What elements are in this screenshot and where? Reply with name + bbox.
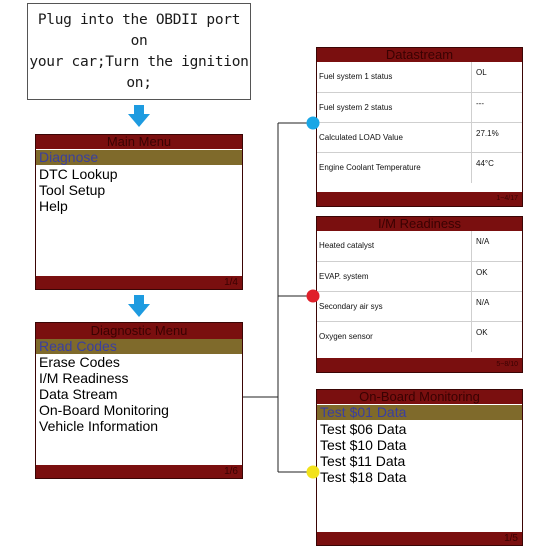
menu-item-read-codes[interactable]: Read Codes (36, 339, 242, 354)
table-row (317, 92, 522, 122)
row-label: Calculated LOAD Value (319, 133, 403, 142)
instruction-text: Plug into the OBDII port on your car;Turn the ignition on; (29, 11, 249, 91)
im-readiness-page-indicator: 5~8/10 (317, 358, 522, 372)
main-menu-title: Main Menu (36, 135, 242, 149)
row-value: OK (471, 262, 521, 292)
table-row (317, 291, 522, 321)
diagnostic-menu-screen (35, 322, 243, 479)
arrow-down-icon (128, 105, 150, 127)
row-value: N/A (471, 231, 521, 261)
row-label: Fuel system 1 status (319, 72, 393, 81)
menu-item-test-06[interactable]: Test $06 Data (320, 421, 407, 437)
menu-item-tool-setup[interactable]: Tool Setup (39, 182, 106, 198)
instruction-box (27, 3, 251, 100)
onboard-monitoring-screen (316, 389, 523, 546)
main-menu-screen (35, 134, 243, 290)
datastream-title: Datastream (317, 48, 522, 62)
table-row (317, 321, 522, 351)
diagnostic-menu-page-indicator: 1/6 (36, 465, 242, 478)
row-label: EVAP. system (319, 272, 369, 281)
menu-item-im-readiness[interactable]: I/M Readiness (39, 370, 129, 386)
row-label: Heated catalyst (319, 241, 375, 250)
row-value: N/A (471, 292, 521, 322)
datastream-screen (316, 47, 523, 207)
table-row (317, 231, 522, 261)
menu-item-vehicle-information[interactable]: Vehicle Information (39, 418, 159, 434)
menu-item-diagnose[interactable]: Diagnose (36, 150, 242, 165)
table-row (317, 261, 522, 291)
im-readiness-table (317, 231, 522, 351)
row-value: 27.1% (471, 123, 521, 153)
table-row (317, 62, 522, 92)
menu-item-onboard-monitoring[interactable]: On-Board Monitoring (39, 402, 169, 418)
menu-item-test-01[interactable]: Test $01 Data (317, 405, 522, 420)
menu-item-test-18[interactable]: Test $18 Data (320, 469, 407, 485)
im-readiness-screen (316, 216, 523, 373)
row-label: Oxygen sensor (319, 332, 373, 341)
row-label: Secondary air sys (319, 302, 383, 311)
datastream-page-indicator: 1~4/17 (317, 192, 522, 206)
menu-item-dtc-lookup[interactable]: DTC Lookup (39, 166, 118, 182)
menu-item-test-11[interactable]: Test $11 Data (320, 453, 406, 469)
row-label: Fuel system 2 status (319, 103, 393, 112)
menu-item-data-stream[interactable]: Data Stream (39, 386, 118, 402)
row-label: Engine Coolant Temperature (319, 163, 421, 172)
menu-item-help[interactable]: Help (39, 198, 68, 214)
table-row (317, 122, 522, 152)
row-value: OL (471, 62, 521, 92)
table-row (317, 152, 522, 182)
main-menu-page-indicator: 1/4 (36, 276, 242, 289)
im-readiness-title: I/M Readiness (317, 217, 522, 231)
row-value: --- (471, 93, 521, 123)
datastream-table (317, 62, 522, 182)
onboard-monitoring-page-indicator: 1/5 (317, 532, 522, 545)
diagnostic-menu-title: Diagnostic Menu (36, 323, 242, 339)
menu-item-erase-codes[interactable]: Erase Codes (39, 354, 120, 370)
onboard-monitoring-title: On-Board Monitoring (317, 390, 522, 404)
row-value: 44°C (471, 153, 521, 183)
menu-item-test-10[interactable]: Test $10 Data (320, 437, 407, 453)
arrow-down-icon (128, 295, 150, 317)
row-value: OK (471, 322, 521, 352)
